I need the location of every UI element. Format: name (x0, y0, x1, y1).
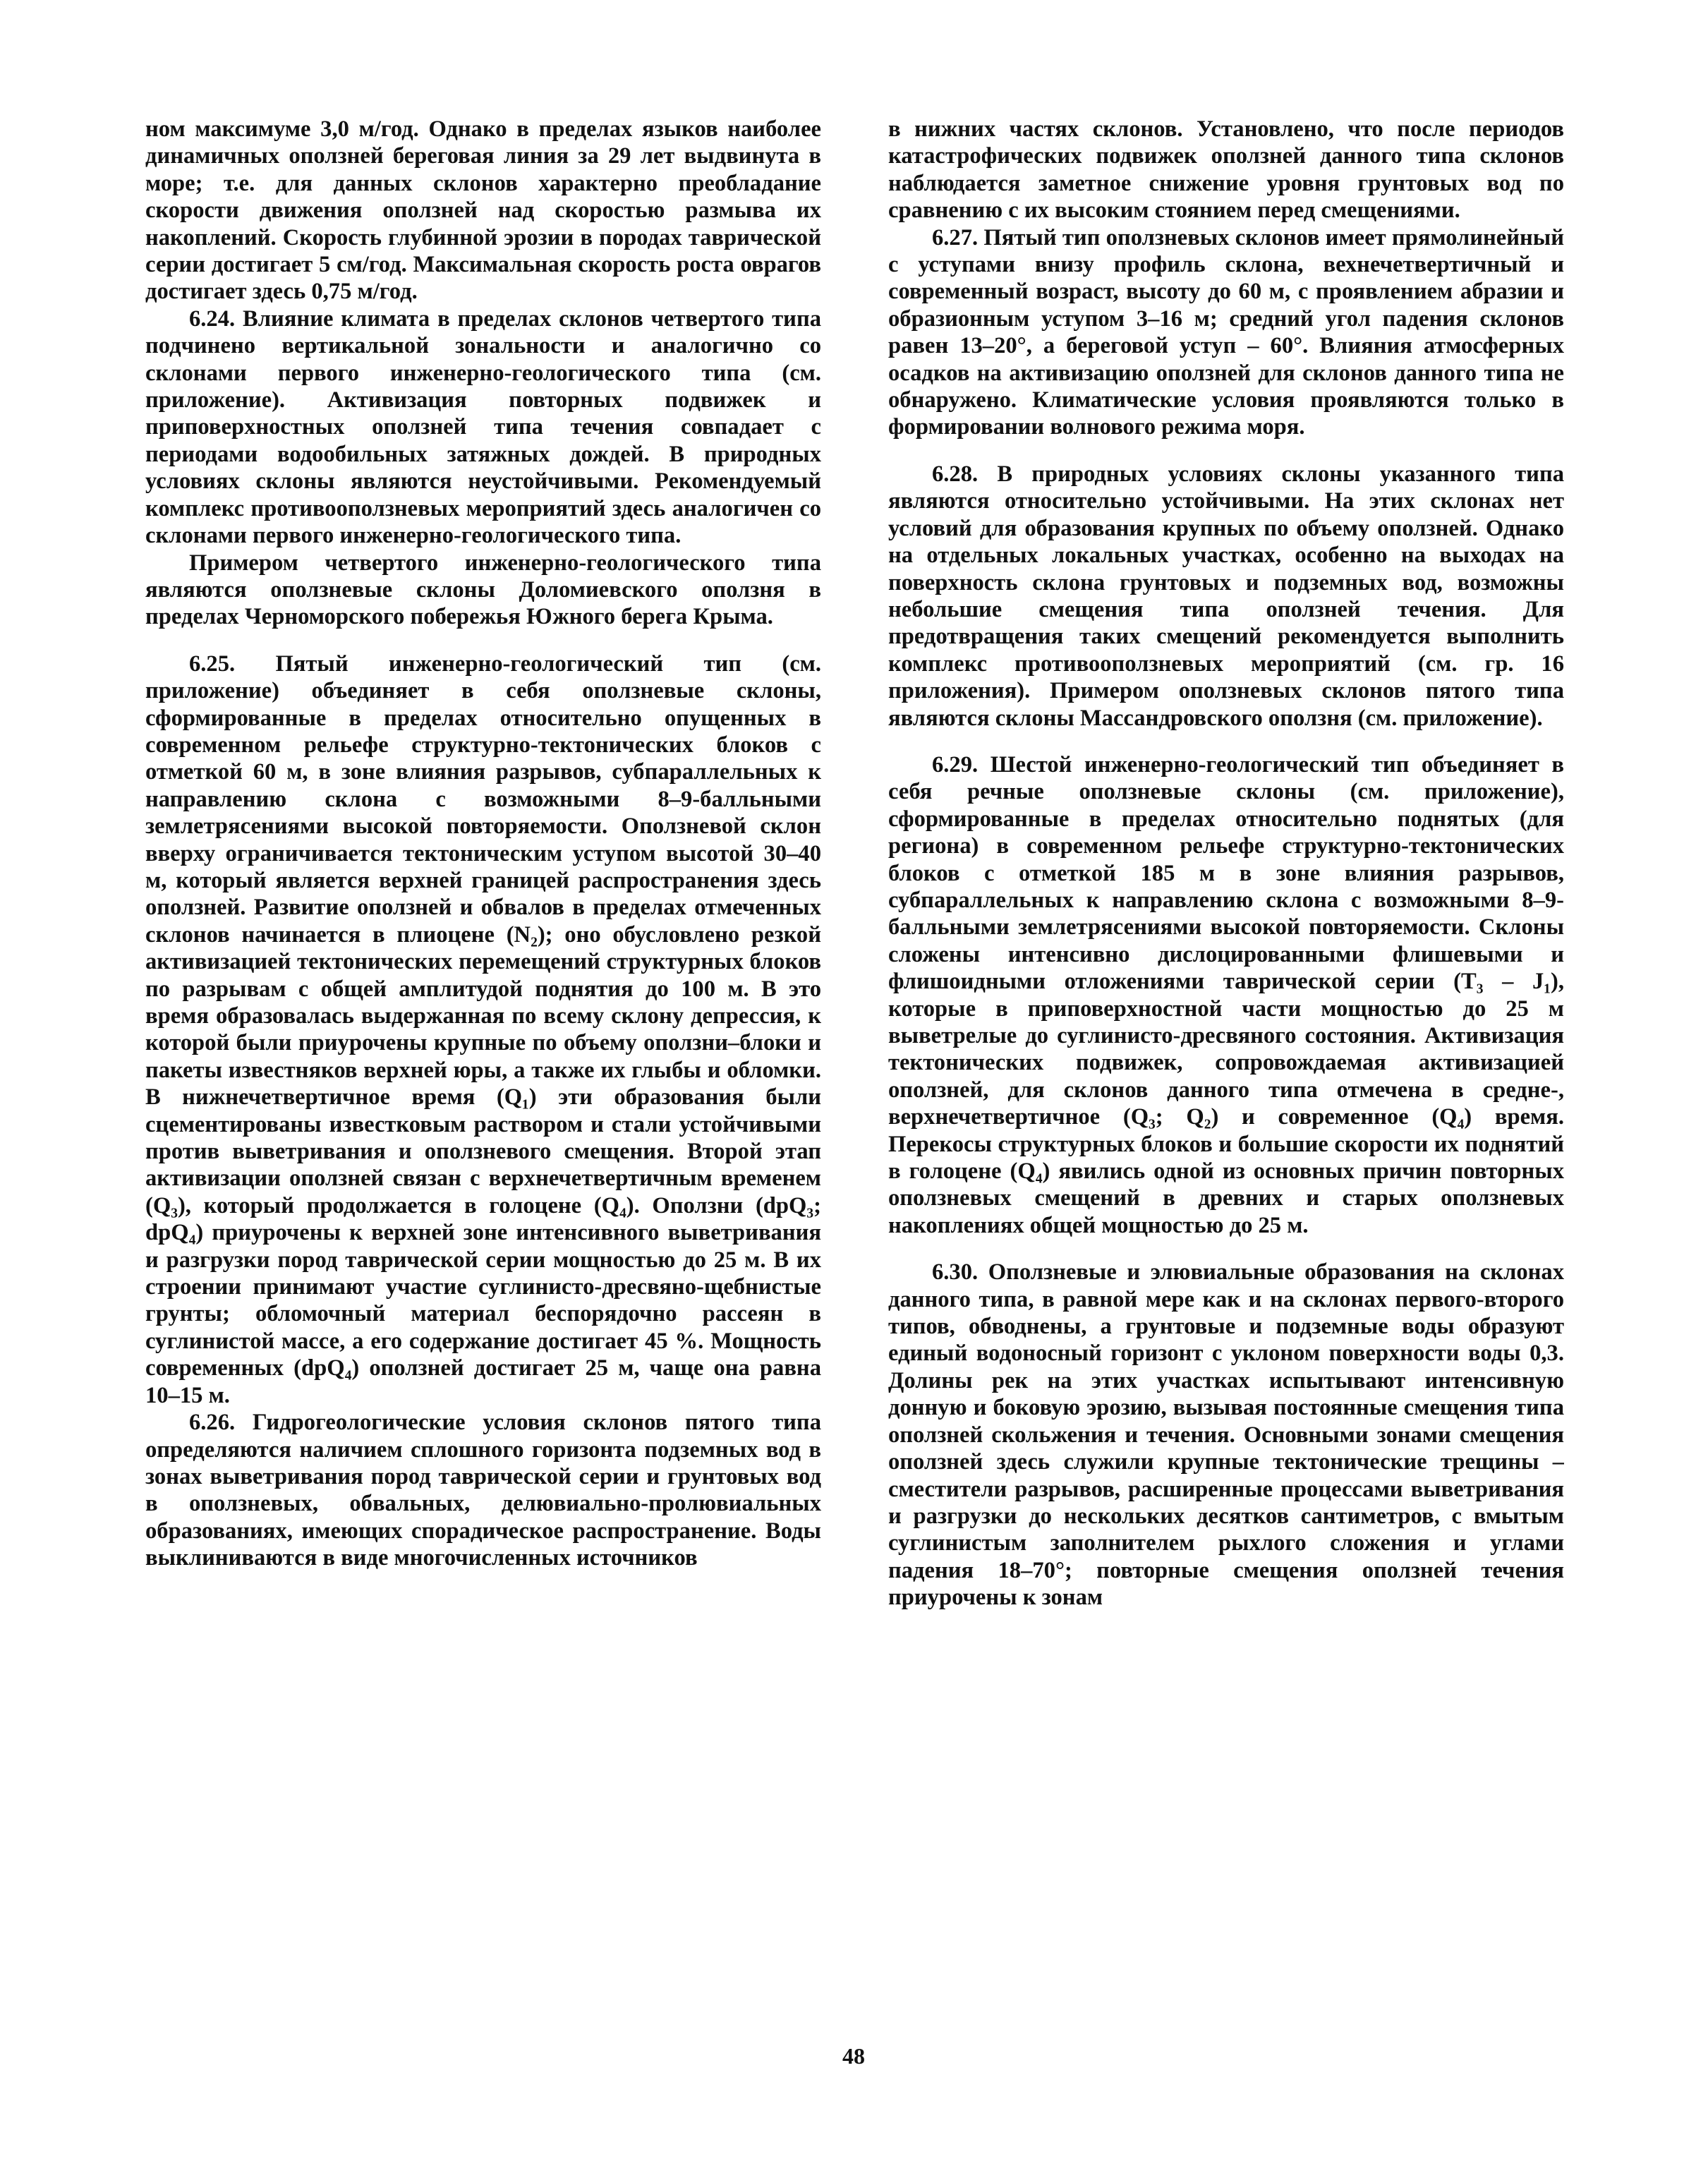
right-paragraph: 6.28. В природных условиях склоны указанного типа являются относительно устойчивыми. На этих склонах нет условий для образования крупных по объему оползней. Однако на отдельных локальных участках, особенно на выходах на поверхность склона грунтовых и подземных вод, возможны небольшие смещения типа оползней течения. Для предотвращения таких смещений рекомендуется выполнить комплекс противооползневых мероприятий (см. гр. 16 приложения). Примером оползневых склонов пятого типа являются склоны Массандровского оползня (см. приложение). (888, 461, 1564, 731)
left-column (145, 116, 821, 2021)
right-paragraph: 6.27. Пятый тип оползневых склонов имеет прямолинейный с уступами внизу профиль склона, вехнечетвертичный и современный возраст, высоту до 60 м, с проявлением абразии и образионным уступом 3–16 м; средний угол падения склонов равен 13–20°, а береговой уступ – 60°. Влияния атмосферных осадков на активизацию оползней для склонов данного типа не обнаружено. Климатические условия проявляются только в формировании волнового режима моря. (888, 224, 1564, 440)
right-paragraph: 6.29. Шестой инженерно-геологический тип объединяет в себя речные оползневые склоны (см. приложение), сформированные в пределах относительно поднятых (для региона) в современном рельефе структурно-тектонических блоков с отметкой 185 м в зоне влияния разрывов, субпараллельных к направлению склона с возможными 8–9-балльными землетрясениями высокой повторяемости. Склоны сложены интенсивно дислоцированными флишевыми и флишоидными отложениями таврической серии (T₃ – J₁), которые в приповерхностной части мощностью до 25 м выветрелые до суглинисто-дресвяного состояния. Активизация тектонических подвижек, сопровождаемая активизацией оползней, для склонов данного типа отмечена в средне-, верхнечетвертичное (Q₃; Q₂) и современное (Q₄) время. Перекосы структурных блоков и большие скорости их поднятий в голоцене (Q₄) явились одной из основных причин повторных оползневых смещений в древних и старых оползневых накоплениях общей мощностью до 25 м. (888, 751, 1564, 1238)
left-paragraph: ном максимуме 3,0 м/год. Однако в пределах языков наиболее динамичных оползней береговая линия за 29 лет выдвинута в море; т.е. для данных склонов характерно преобладание скорости движения оползней над скоростью размыва их накоплений. Скорость глубинной эрозии в породах таврической серии достигает 5 см/год. Максимальная скорость роста оврагов достигает здесь 0,75 м/год. (145, 116, 821, 305)
left-paragraph: 6.26. Гидрогеологические условия склонов пятого типа определяются наличием сплошного горизонта подземных вод в зонах выветривания пород таврической серии и грунтовых вод в оползневых, обвальных, делювиально-пролювиальных образованиях, имеющих спорадическое распространение. Воды выклиниваются в виде многочисленных источников (145, 1410, 821, 1571)
right-paragraph: 6.30. Оползневые и элювиальные образования на склонах данного типа, в равной мере как и на склонах первого-второго типов, обводнены, а грунтовые и подземные воды образуют единый водоносный горизонт с уклоном поверхности воды 0,3. Долины рек на этих участках испытывают интенсивную донную и боковую эрозию, вызывая постоянные смещения типа оползней скольжения и течения. Основными зонами смещения оползней здесь служили крупные тектонические трещины – сместители разрывов, расширенные процессами выветривания и разгрузки до нескольких десятков сантиметров, с вмытым суглинистым заполнителем рыхлого сложения и углами падения 18–70°; повторные смещения оползней течения приурочены к зонам (888, 1259, 1564, 1611)
right-column (888, 116, 1564, 2021)
left-paragraph: Примером четвертого инженерно-геологического типа являются оползневые склоны Доломиевского оползня в пределах Черноморского побережья Южного берега Крыма. (145, 550, 821, 630)
left-paragraph: 6.24. Влияние климата в пределах склонов четвертого типа подчинено вертикальной зональности и аналогично со склонами первого инженерно-геологического типа (см. приложение). Активизация повторных подвижек и приповерхностных оползней типа течения совпадает с периодами водообильных затяжных дождей. В природных условиях склоны являются неустойчивыми. Рекомендуемый комплекс противооползневых мероприятий здесь аналогичен со склонами первого инженерно-геологического типа. (145, 305, 821, 549)
page-number: 48 (842, 2043, 865, 2069)
right-paragraph: в нижних частях склонов. Установлено, что после периодов катастрофических подвижек оползней данного типа склонов наблюдается заметное снижение уровня грунтовых вод по сравнению с их высоким стоянием перед смещениями. (888, 116, 1564, 224)
left-paragraph: 6.25. Пятый инженерно-геологический тип (см. приложение) объединяет в себя оползневые склоны, сформированные в пределах относительно опущенных в современном рельефе структурно-тектонических блоков с отметкой 60 м, в зоне влияния разрывов, субпараллельных к направлению склона с возможными 8–9-балльными землетрясениями высокой повторяемости. Оползневой склон вверху ограничивается тектоническим уступом высотой 30–40 м, который является верхней границей распространения здесь оползней. Развитие оползней и обвалов в пределах отмеченных склонов начинается в плиоцене (N₂); оно обусловлено резкой активизацией тектонических перемещений структурных блоков по разрывам с общей амплитудой поднятия до 100 м. В это время образовалась выдержанная по всему склону депрессия, к которой были приурочены крупные по объему оползни–блоки и пакеты известняков верхней юры, а также их глыбы и обломки. В нижнечетвертичное время (Q₁) эти образования были сцементированы известковым раствором и стали устойчивыми против выветривания и оползневого смещения. Второй этап активизации оползней связан с верхнечетвертичным временем (Q₃), который продолжается в голоцене (Q₄). Оползни (dpQ₃; dpQ₄) приурочены к верхней зоне интенсивного выветривания и разгрузки пород таврической серии мощностью до 25 м. В их строении принимают участие суглинисто-дресвяно-щебнистые грунты; обломочный материал беспорядочно рассеян в суглинистой массе, а его содержание достигает 45 %. Мощность современных (dpQ₄) оползней достигает 25 м, чаще она равна 10–15 м. (145, 651, 821, 1408)
